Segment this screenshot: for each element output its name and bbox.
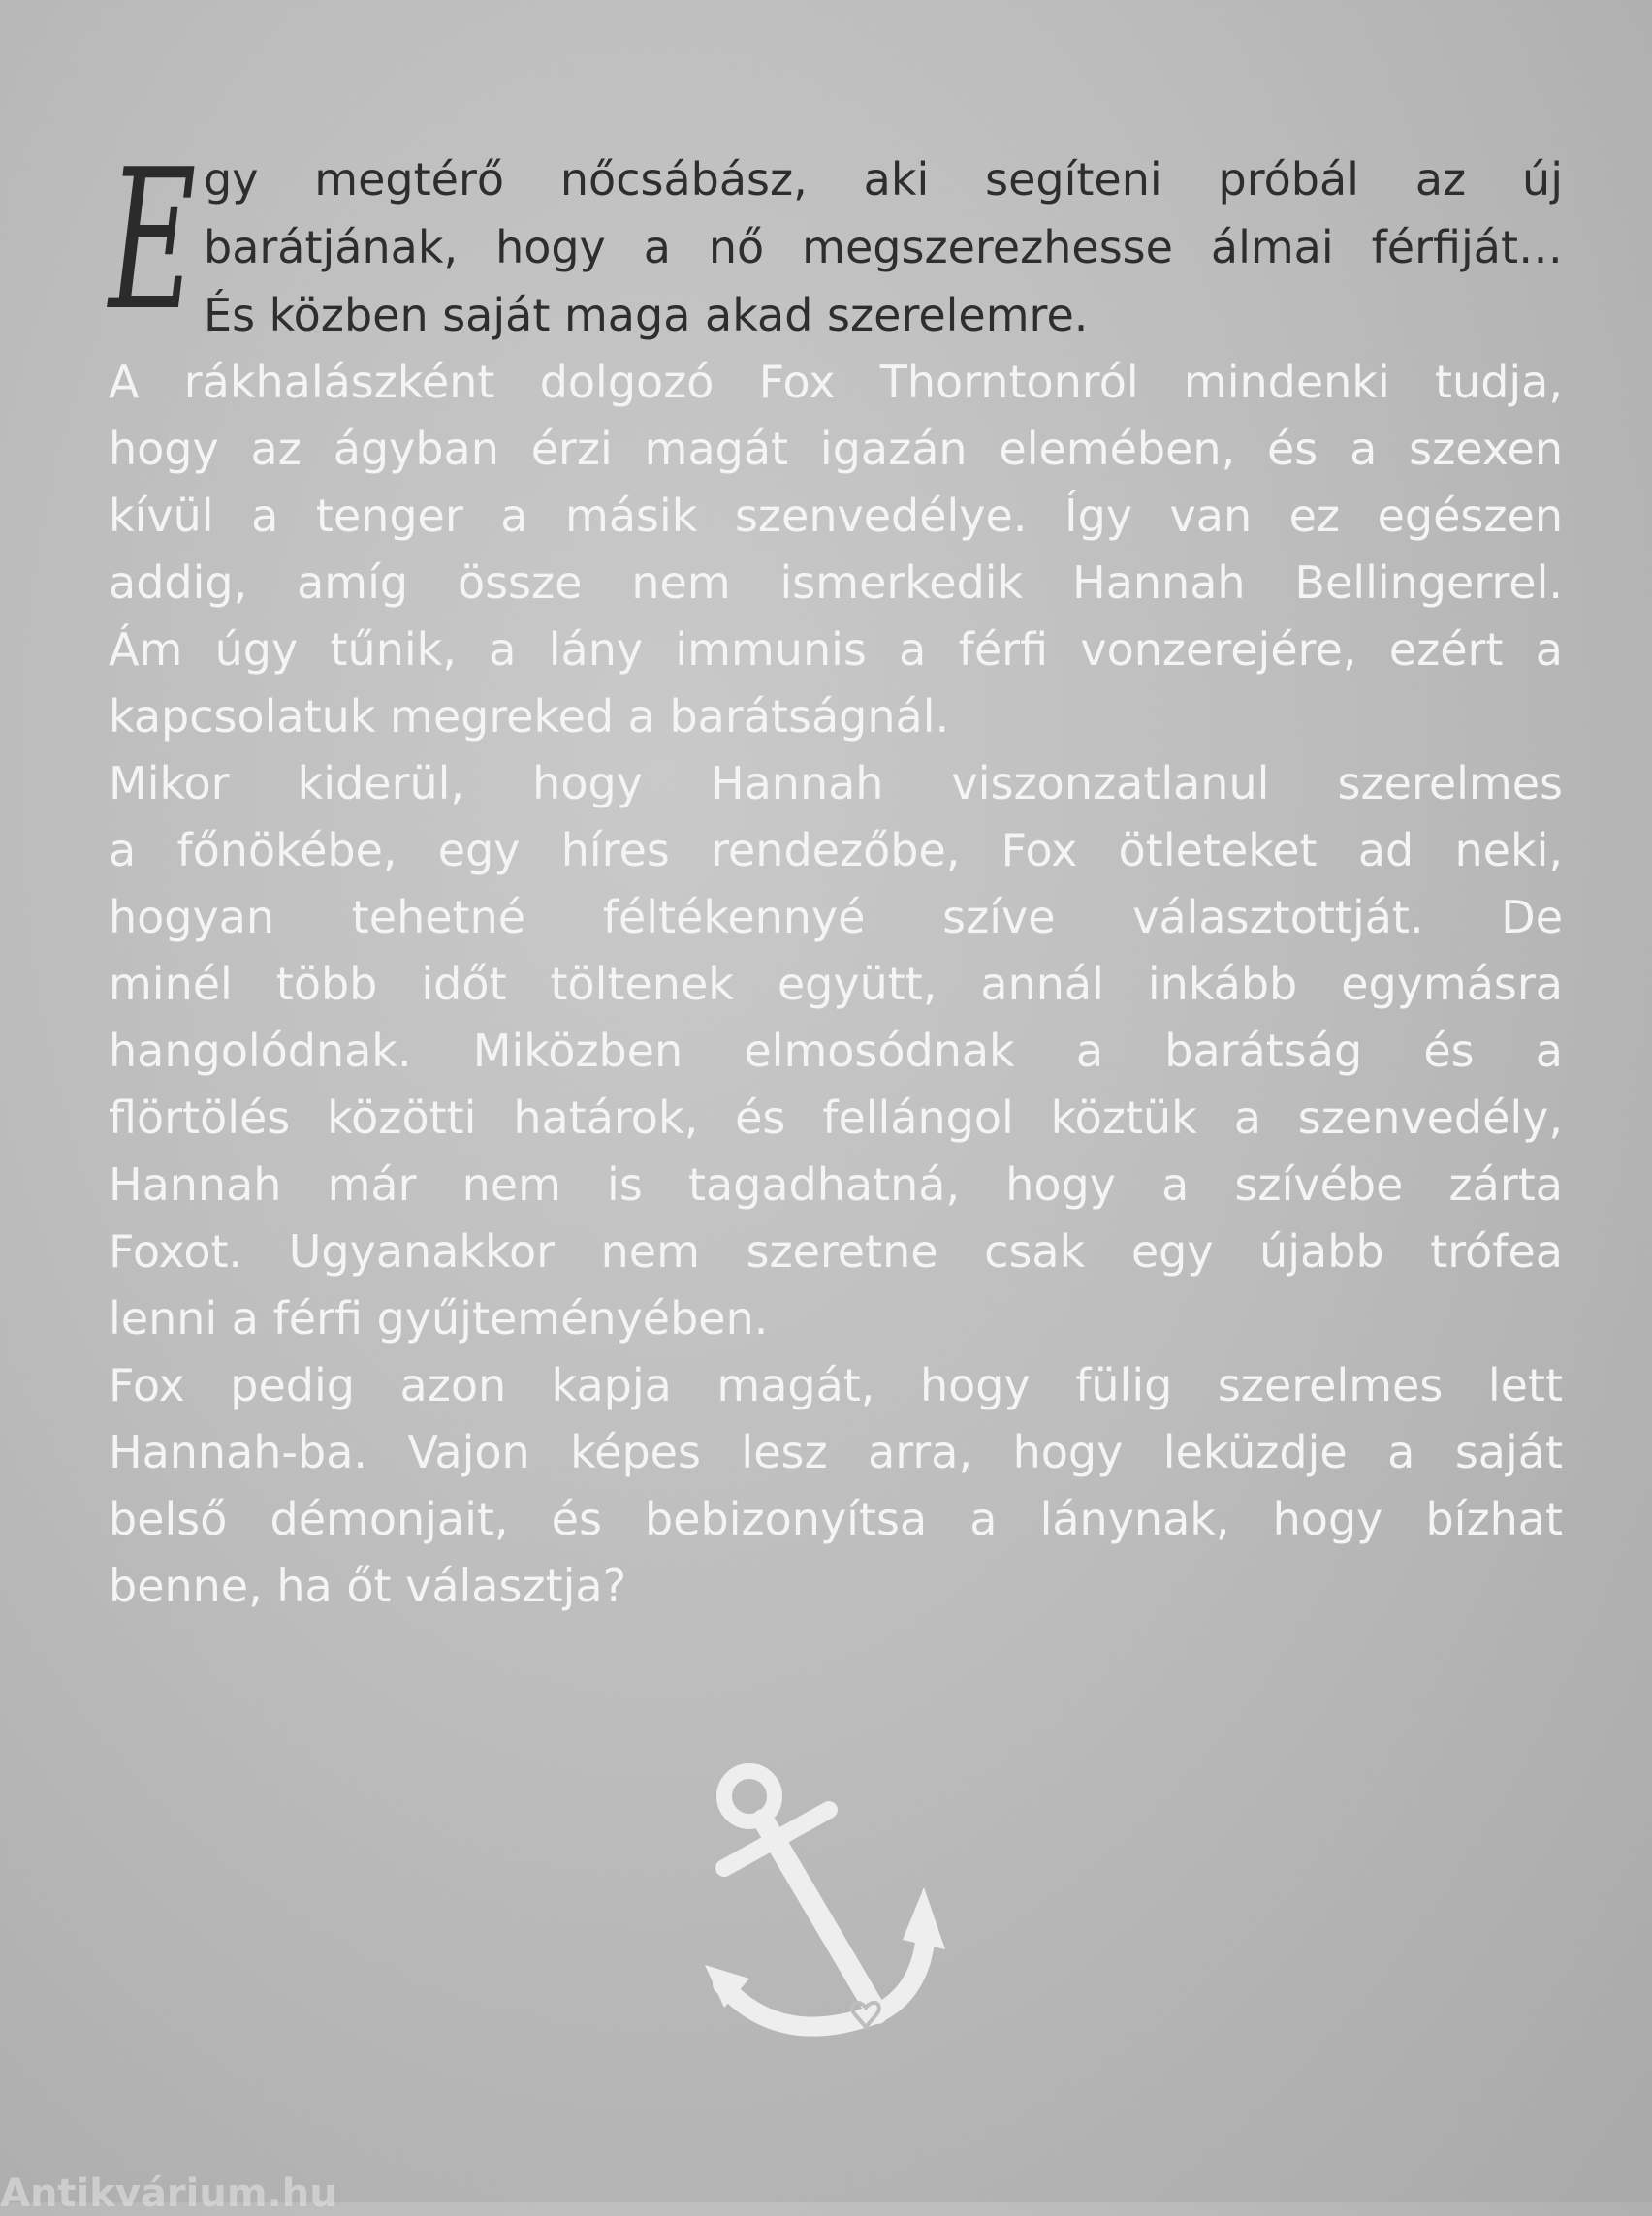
paragraph-line: Ám úgy tűnik, a lány immunis a férfi vonzerejére, ezért a — [109, 623, 1563, 676]
paragraph-3 — [109, 1352, 1563, 1620]
paragraph-line: Hannah-ba. Vajon képes lesz arra, hogy leküzdje a saját — [109, 1426, 1563, 1478]
paragraph-line: A rákhalászként dolgozó Fox Thorntonról mindenki tudja, — [109, 356, 1563, 408]
intro-line: barátjának, hogy a nő megszerezhesse álmai férfiját… — [204, 221, 1563, 273]
paragraph-line: minél több időt töltenek együtt, annál inkább egymásra — [109, 958, 1563, 1010]
intro-paragraph — [109, 128, 1563, 354]
paragraph-2 — [109, 750, 1563, 1352]
paragraph-1 — [109, 349, 1563, 750]
paragraph-line: lenni a férfi gyűjteményében. — [109, 1292, 769, 1345]
paragraph-line: hogy az ágyban érzi magát igazán elemében, és a szexen — [109, 423, 1563, 475]
anchor-with-heart-icon — [703, 1759, 965, 2050]
intro-line: És közben saját maga akad szerelemre. — [204, 289, 1089, 341]
paragraph-line: hogyan tehetné féltékennyé szíve választottját. De — [109, 891, 1563, 943]
body-text — [109, 349, 1563, 1620]
paragraph-line: a főnökébe, egy híres rendezőbe, Fox ötleteket ad neki, — [109, 824, 1563, 876]
paragraph-line: Fox pedig azon kapja magát, hogy fülig szerelmes lett — [109, 1359, 1563, 1411]
paragraph-line: kívül a tenger a másik szenvedélye. Így van ez egészen — [109, 490, 1563, 542]
paragraph-line: kapcsolatuk megreked a barátságnál. — [109, 690, 950, 743]
paragraph-line: Hannah már nem is tagadhatná, hogy a szívébe zárta — [109, 1158, 1563, 1211]
watermark: Antikvárium.hu — [0, 2171, 337, 2216]
paragraph-line: Mikor kiderül, hogy Hannah viszonzatlanul szerelmes — [109, 757, 1563, 809]
paragraph-line: benne, ha őt választja? — [109, 1560, 627, 1612]
paragraph-line: hangolódnak. Miközben elmosódnak a barátság és a — [109, 1025, 1563, 1077]
paragraph-line: addig, amíg össze nem ismerkedik Hannah Bellingerrel. — [109, 556, 1563, 609]
intro-line: gy megtérő nőcsábász, aki segíteni próbál az új — [204, 153, 1563, 206]
blurb-text — [109, 128, 1563, 1620]
paragraph-line: flörtölés közötti határok, és fellángol köztük a szenvedély, — [109, 1092, 1563, 1144]
paragraph-line: belső démonjait, és bebizonyítsa a lánynak, hogy bízhat — [109, 1493, 1563, 1545]
drop-cap: E — [109, 128, 197, 354]
paragraph-line: Foxot. Ugyanakkor nem szeretne csak egy újabb trófea — [109, 1225, 1563, 1278]
